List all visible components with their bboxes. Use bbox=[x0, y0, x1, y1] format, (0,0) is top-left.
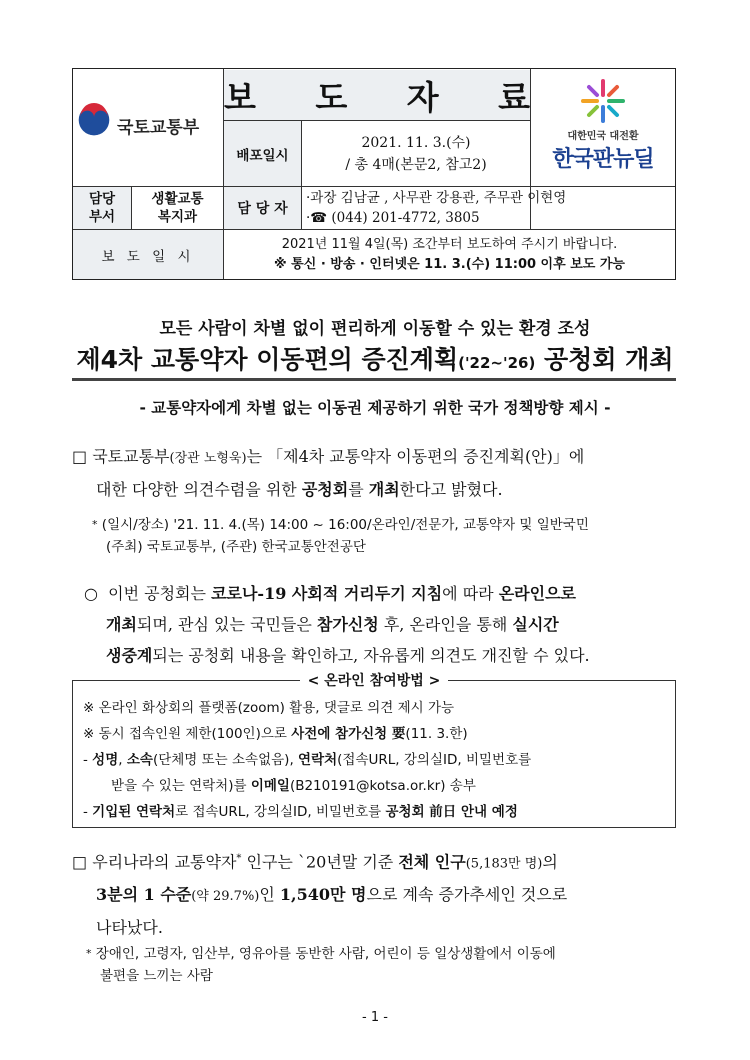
text: 불편을 느끼는 사람 bbox=[100, 968, 213, 984]
text: 소속 bbox=[126, 752, 153, 768]
contact-people: ·과장 김남균 , 사무관 강용관, 주무관 이현영 bbox=[306, 190, 567, 206]
release-label: 보 도 일 시 bbox=[73, 230, 223, 279]
release-line-1: 2021년 11월 4일(목) 조간부터 보도하여 주시기 바랍니다. bbox=[281, 236, 618, 252]
text: - bbox=[83, 804, 93, 820]
text: , bbox=[118, 752, 127, 768]
headline-tail: 공청회 개최 bbox=[535, 345, 674, 374]
text: 국토교통부 bbox=[92, 447, 170, 466]
text: (접속URL, 강의실ID, 비밀번호를 bbox=[337, 752, 532, 768]
text: 후, 온라인을 통해 bbox=[378, 615, 513, 634]
text: 이번 공청회는 bbox=[108, 584, 212, 603]
text: 3분의 1 수준 bbox=[96, 885, 192, 905]
text: 기입된 연락처 bbox=[92, 804, 176, 820]
dist-date: 2021. 11. 3.(수) bbox=[361, 134, 471, 151]
text: 인구는 `20년말 기준 bbox=[241, 852, 399, 872]
text: 한다고 밝혔다. bbox=[399, 480, 503, 499]
contact-label: 담 당 자 bbox=[224, 187, 301, 229]
header-table bbox=[72, 68, 676, 280]
text: 개최 bbox=[368, 480, 400, 499]
text: 실시간 bbox=[512, 615, 559, 634]
text: 되며, 관심 있는 국민들은 bbox=[136, 615, 317, 634]
headline-main: 제4차 교통약자 이동편의 증진계획 bbox=[76, 345, 459, 374]
text: 인 bbox=[259, 885, 280, 905]
headline-years: ('22~'26) bbox=[458, 354, 536, 372]
text: (5,183만 명) bbox=[465, 856, 543, 872]
participation-box bbox=[72, 673, 676, 828]
text: ※ 동시 접속인원 제한(100인)으로 bbox=[83, 726, 292, 742]
text: 로 접속URL, 강의실ID, 비밀번호를 bbox=[175, 804, 386, 820]
text: 는 「제4차 교통약자 이동편의 증진계획(안)」에 bbox=[246, 447, 585, 466]
contact-cell bbox=[302, 187, 675, 229]
tagline: - 교통약자에게 차별 없는 이동권 제공하기 위한 국가 정책방향 제시 - bbox=[139, 399, 611, 417]
asterisk: * bbox=[236, 853, 242, 864]
text: 대한 다양한 의견수렴을 위한 bbox=[96, 480, 302, 499]
text: 공청회 前日 안내 예정 bbox=[385, 804, 518, 820]
text: 온라인으로 bbox=[498, 584, 576, 603]
dept-name: 생활교통 복지과 bbox=[151, 191, 204, 225]
dist-date-label: 배포일시 bbox=[224, 121, 301, 186]
text: (단체명 또는 소속없음), bbox=[152, 752, 299, 768]
bullet-square: □ bbox=[72, 852, 88, 872]
text: (장관 노형욱) bbox=[169, 451, 247, 466]
brand-name: 한국판뉴딜 bbox=[552, 146, 654, 172]
text: 으로 계속 증가추세인 것으로 bbox=[366, 885, 568, 905]
bullet-square: □ bbox=[72, 447, 88, 466]
box-line bbox=[83, 721, 531, 747]
text: 공청회 bbox=[301, 480, 349, 499]
text: 에 따라 bbox=[442, 584, 499, 603]
text: 전체 인구 bbox=[398, 852, 466, 872]
text: )를 bbox=[228, 778, 251, 794]
text: 개최 bbox=[106, 615, 137, 634]
paragraph-3 bbox=[72, 843, 682, 943]
text: 연락처 bbox=[298, 752, 338, 768]
box-line bbox=[83, 747, 531, 773]
text: 1,540만 명 bbox=[279, 885, 367, 905]
text: 우리나라의 교통약자 bbox=[92, 852, 237, 872]
release-cell bbox=[224, 230, 675, 279]
text: 사전에 참가신청 要 bbox=[291, 726, 406, 742]
bullet-circle: ○ bbox=[84, 584, 98, 603]
page-count: / 총 4매(본문2, 참고2) bbox=[345, 156, 487, 173]
asterisk: * bbox=[92, 518, 98, 531]
paragraph-2 bbox=[84, 578, 684, 671]
text: 되는 공청회 내용을 확인하고, 자유롭게 의견도 개진할 수 있다. bbox=[152, 646, 590, 665]
brand-caption: 대한민국 대전환 bbox=[567, 130, 639, 142]
release-line-2: ※ 통신 · 방송 · 인터넷은 11. 3.(수) 11:00 이후 보도 가능 bbox=[274, 256, 625, 272]
doc-type-title: 보 도 자 료 bbox=[224, 77, 554, 117]
text: 생중계 bbox=[106, 646, 153, 665]
ministry-logo bbox=[73, 69, 223, 186]
dept-label: 담당 부서 bbox=[73, 187, 131, 229]
text: 코로나-19 사회적 거리두기 지침 bbox=[211, 584, 443, 603]
text: 이메일 bbox=[250, 778, 290, 794]
note-2 bbox=[86, 943, 686, 987]
paragraph-1 bbox=[72, 441, 682, 505]
ministry-name: 국토교통부 bbox=[117, 118, 200, 138]
text: 받을 수 있는 연락처 bbox=[111, 778, 229, 794]
text: 의 bbox=[542, 852, 558, 872]
box-line bbox=[83, 773, 531, 799]
taegeuk-icon bbox=[77, 103, 111, 137]
headline bbox=[0, 340, 750, 376]
text: 를 bbox=[348, 480, 369, 499]
box-line: ※ 온라인 화상회의 플랫폼(zoom) 활용, 댓글로 의견 제시 가능 bbox=[83, 700, 455, 716]
brand-logo bbox=[531, 69, 675, 186]
text: (일시/장소) '21. 11. 4.(목) 14:00 ~ 16:00/온라인/전문가, 교통약자 및 일반국민 bbox=[101, 517, 589, 533]
text: (주최) 국토교통부, (주관) 한국교통안전공단 bbox=[106, 539, 366, 555]
text: (11. 3.한) bbox=[405, 726, 468, 742]
dist-date-cell bbox=[302, 121, 530, 186]
text: 장애인, 고령자, 임산부, 영유아를 동반한 사람, 어린이 등 일상생활에서 이동에 bbox=[95, 946, 556, 962]
text: 참가신청 bbox=[316, 615, 379, 634]
box-line bbox=[83, 799, 531, 825]
text: 나타났다. bbox=[96, 918, 163, 938]
doc-type-cell bbox=[224, 70, 554, 120]
note-1 bbox=[92, 514, 692, 558]
box-title: < 온라인 참여방법 > bbox=[300, 673, 449, 689]
contact-phone: ·☎ (044) 201-4772, 3805 bbox=[306, 210, 480, 226]
title-rule bbox=[72, 378, 676, 381]
new-deal-icon bbox=[579, 77, 627, 125]
text: - bbox=[83, 752, 93, 768]
text: (B210191@kotsa.or.kr) 송부 bbox=[289, 778, 476, 794]
text: (약 29.7%) bbox=[191, 889, 260, 905]
subtitle: 모든 사람이 차별 없이 편리하게 이동할 수 있는 환경 조성 bbox=[159, 319, 591, 339]
asterisk: * bbox=[86, 947, 92, 960]
text: 성명 bbox=[92, 752, 119, 768]
page-number: - 1 - bbox=[362, 1010, 388, 1025]
